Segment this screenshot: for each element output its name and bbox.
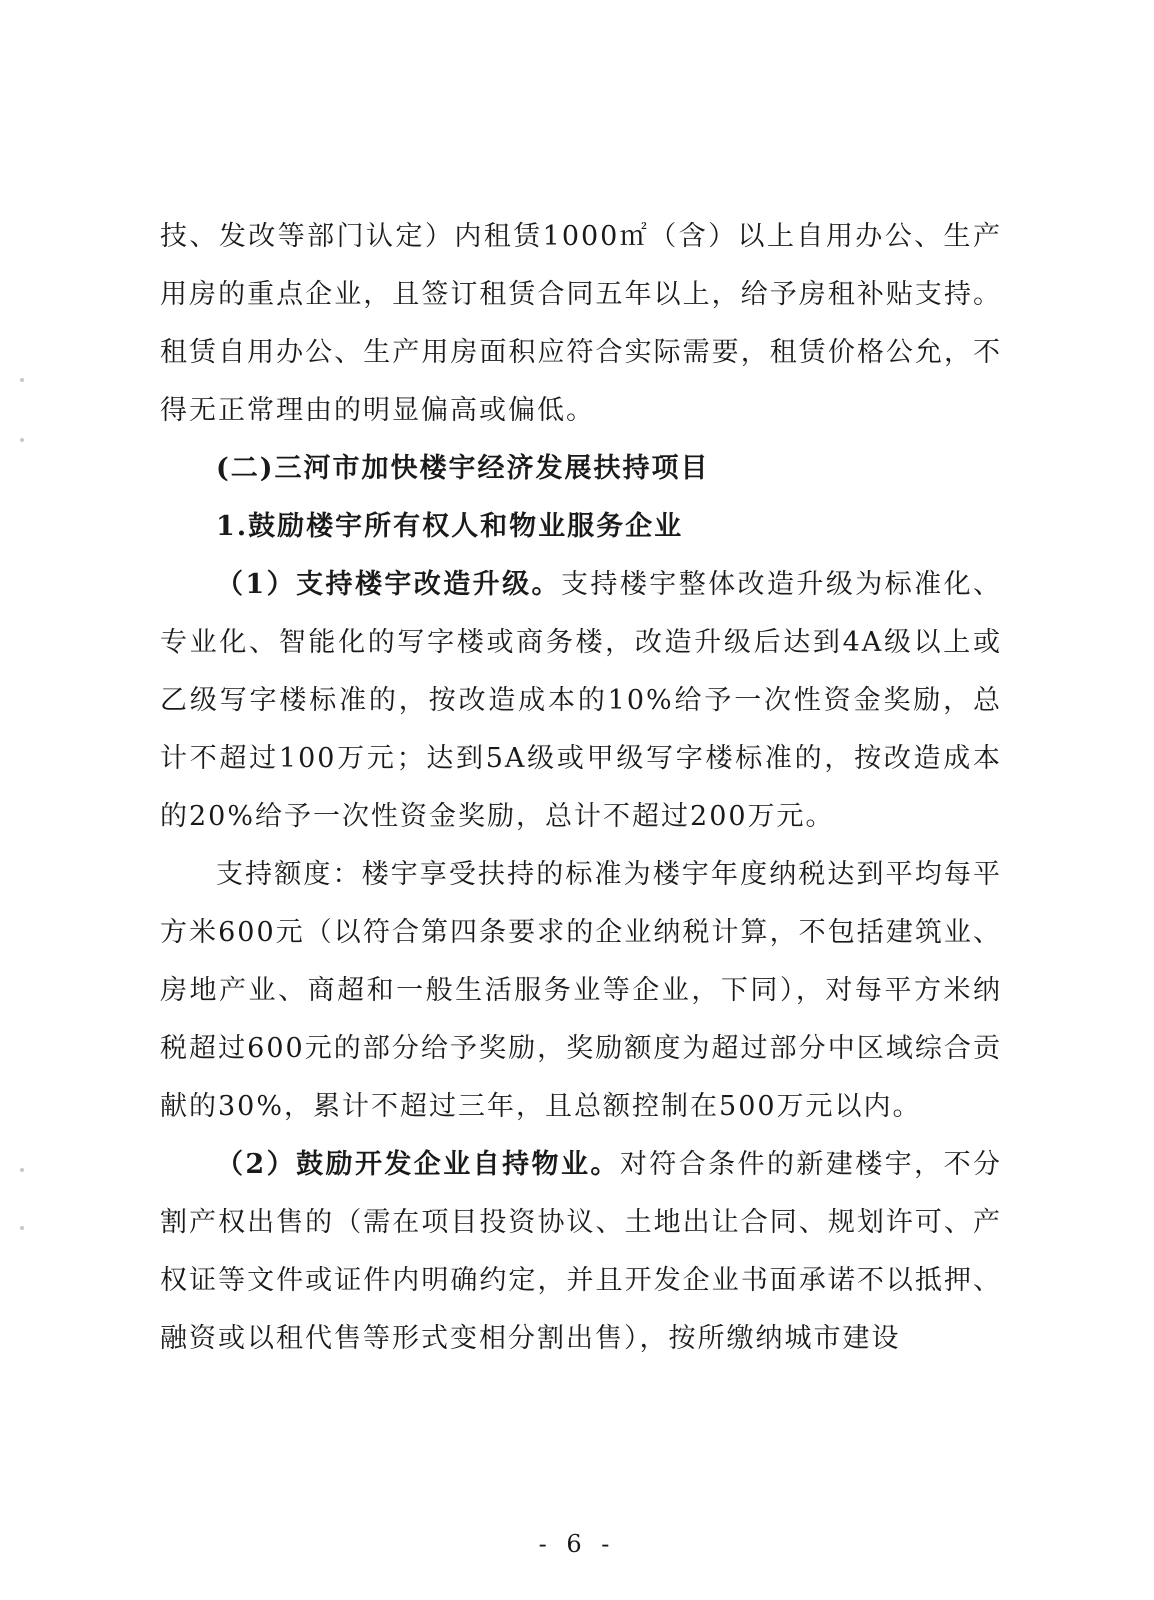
paragraph-lead: （1）支持楼宇改造升级。: [216, 569, 561, 600]
paragraph-body: 支持楼宇整体改造升级为标准化、专业化、智能化的写字楼或商务楼，改造升级后达到4A级以上或乙级写字楼标准的，按改造成本的10%给予一次性资金奖励，总计不超过100万元；达到5A级或甲级写字楼标准的，按改造成本的20%给予一次性资金奖励，总计不超过200万元。: [160, 569, 1003, 832]
paragraph: 支持额度：楼宇享受扶持的标准为楼宇年度纳税达到平均每平方米600元（以符合第四条要求的企业纳税计算，不包括建筑业、房地产业、商超和一般生活服务业等企业，下同），对每平方米纳税超过600元的部分给予奖励，奖励额度为超过部分中区域综合贡献的30%，累计不超过三年，且总额控制在500万元以内。: [160, 859, 1002, 1122]
page-number: - 6 -: [538, 1530, 616, 1558]
body-text: [160, 208, 1002, 1368]
paragraph: 技、发改等部门认定）内租赁1000㎡（含）以上自用办公、生产用房的重点企业，且签订租赁合同五年以上，给予房租补贴支持。租赁自用办公、生产用房面积应符合实际需要，租赁价格公允，不得无正常理由的明显偏高或偏低。: [160, 221, 1002, 426]
section-heading: (二)三河市加快楼宇经济发展扶持项目: [216, 453, 710, 484]
paragraph-body: 对符合条件的新建楼宇，不分割产权出售的（需在项目投资协议、土地出让合同、规划许可、产权证等文件或证件内明确约定，并且开发企业书面承诺不以抵押、融资或以租代售等形式变相分割出售），按所缴纳城市建设: [160, 1149, 1002, 1354]
scan-mark: [20, 438, 24, 442]
paragraph: [160, 1136, 1002, 1368]
scan-mark: [20, 1168, 24, 1172]
scan-mark: [20, 378, 24, 382]
paragraph: [160, 556, 1002, 846]
subsection-heading: 1.鼓励楼宇所有权人和物业服务企业: [216, 511, 684, 542]
paragraph-lead: （2）鼓励开发企业自持物业。: [216, 1149, 620, 1180]
scan-mark: [20, 1226, 24, 1230]
